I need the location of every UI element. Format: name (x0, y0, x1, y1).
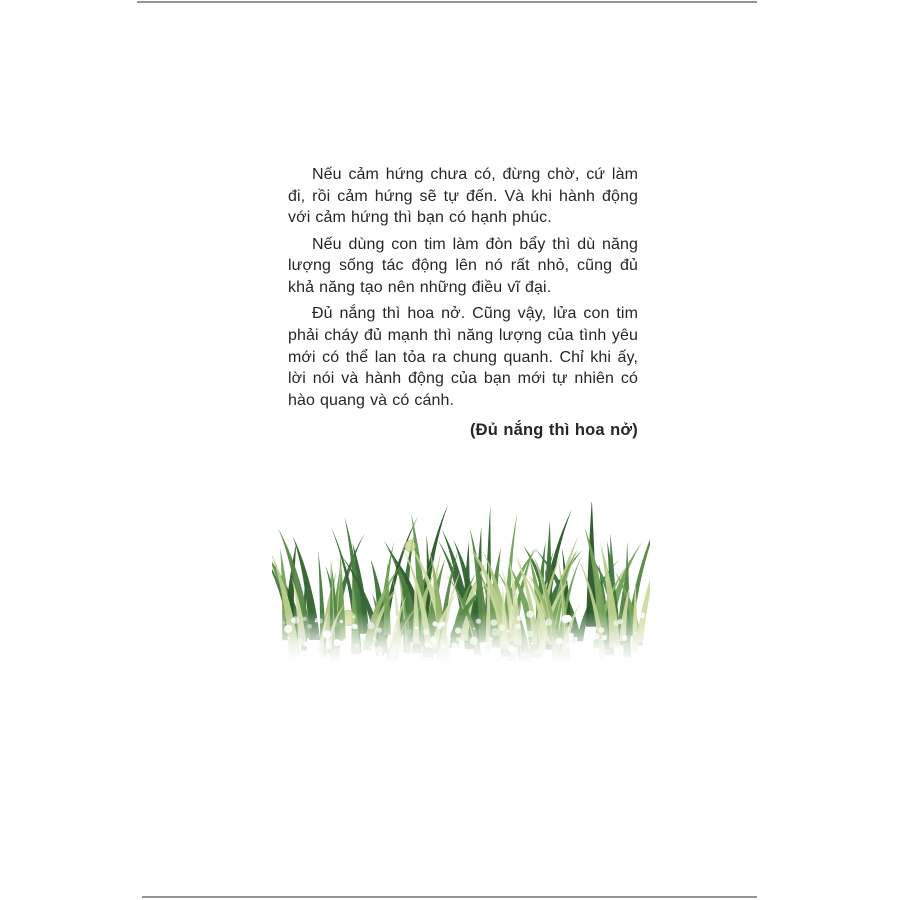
page-bottom-rule (142, 896, 757, 898)
grass-illustration (272, 502, 650, 676)
quote-paragraph-1: Nếu cảm hứng chưa có, đừng chờ, cứ làm đi, rồi cảm hứng sẽ tự đến. Và khi hành động với cảm hứng thì bạn có hạnh phúc. (288, 166, 638, 227)
page-top-rule (137, 1, 757, 3)
quote-block (288, 164, 638, 441)
quote-paragraph-3: Đủ nắng thì hoa nở. Cũng vậy, lửa con tim phải cháy đủ mạnh thì năng lượng của tình yêu mới có thể lan tỏa ra chung quanh. Chỉ khi ấy, lời nói và hành động của bạn mới tự nhiên có hào quang và có cánh. (288, 305, 638, 410)
quote-attribution: (Đủ nắng thì hoa nở) (469, 420, 638, 439)
quote-paragraph-2: Nếu dùng con tim làm đòn bẩy thì dù năng lượng sống tác động lên nó rất nhỏ, cũng đủ khả năng tạo nên những điều vĩ đại. (288, 235, 638, 297)
